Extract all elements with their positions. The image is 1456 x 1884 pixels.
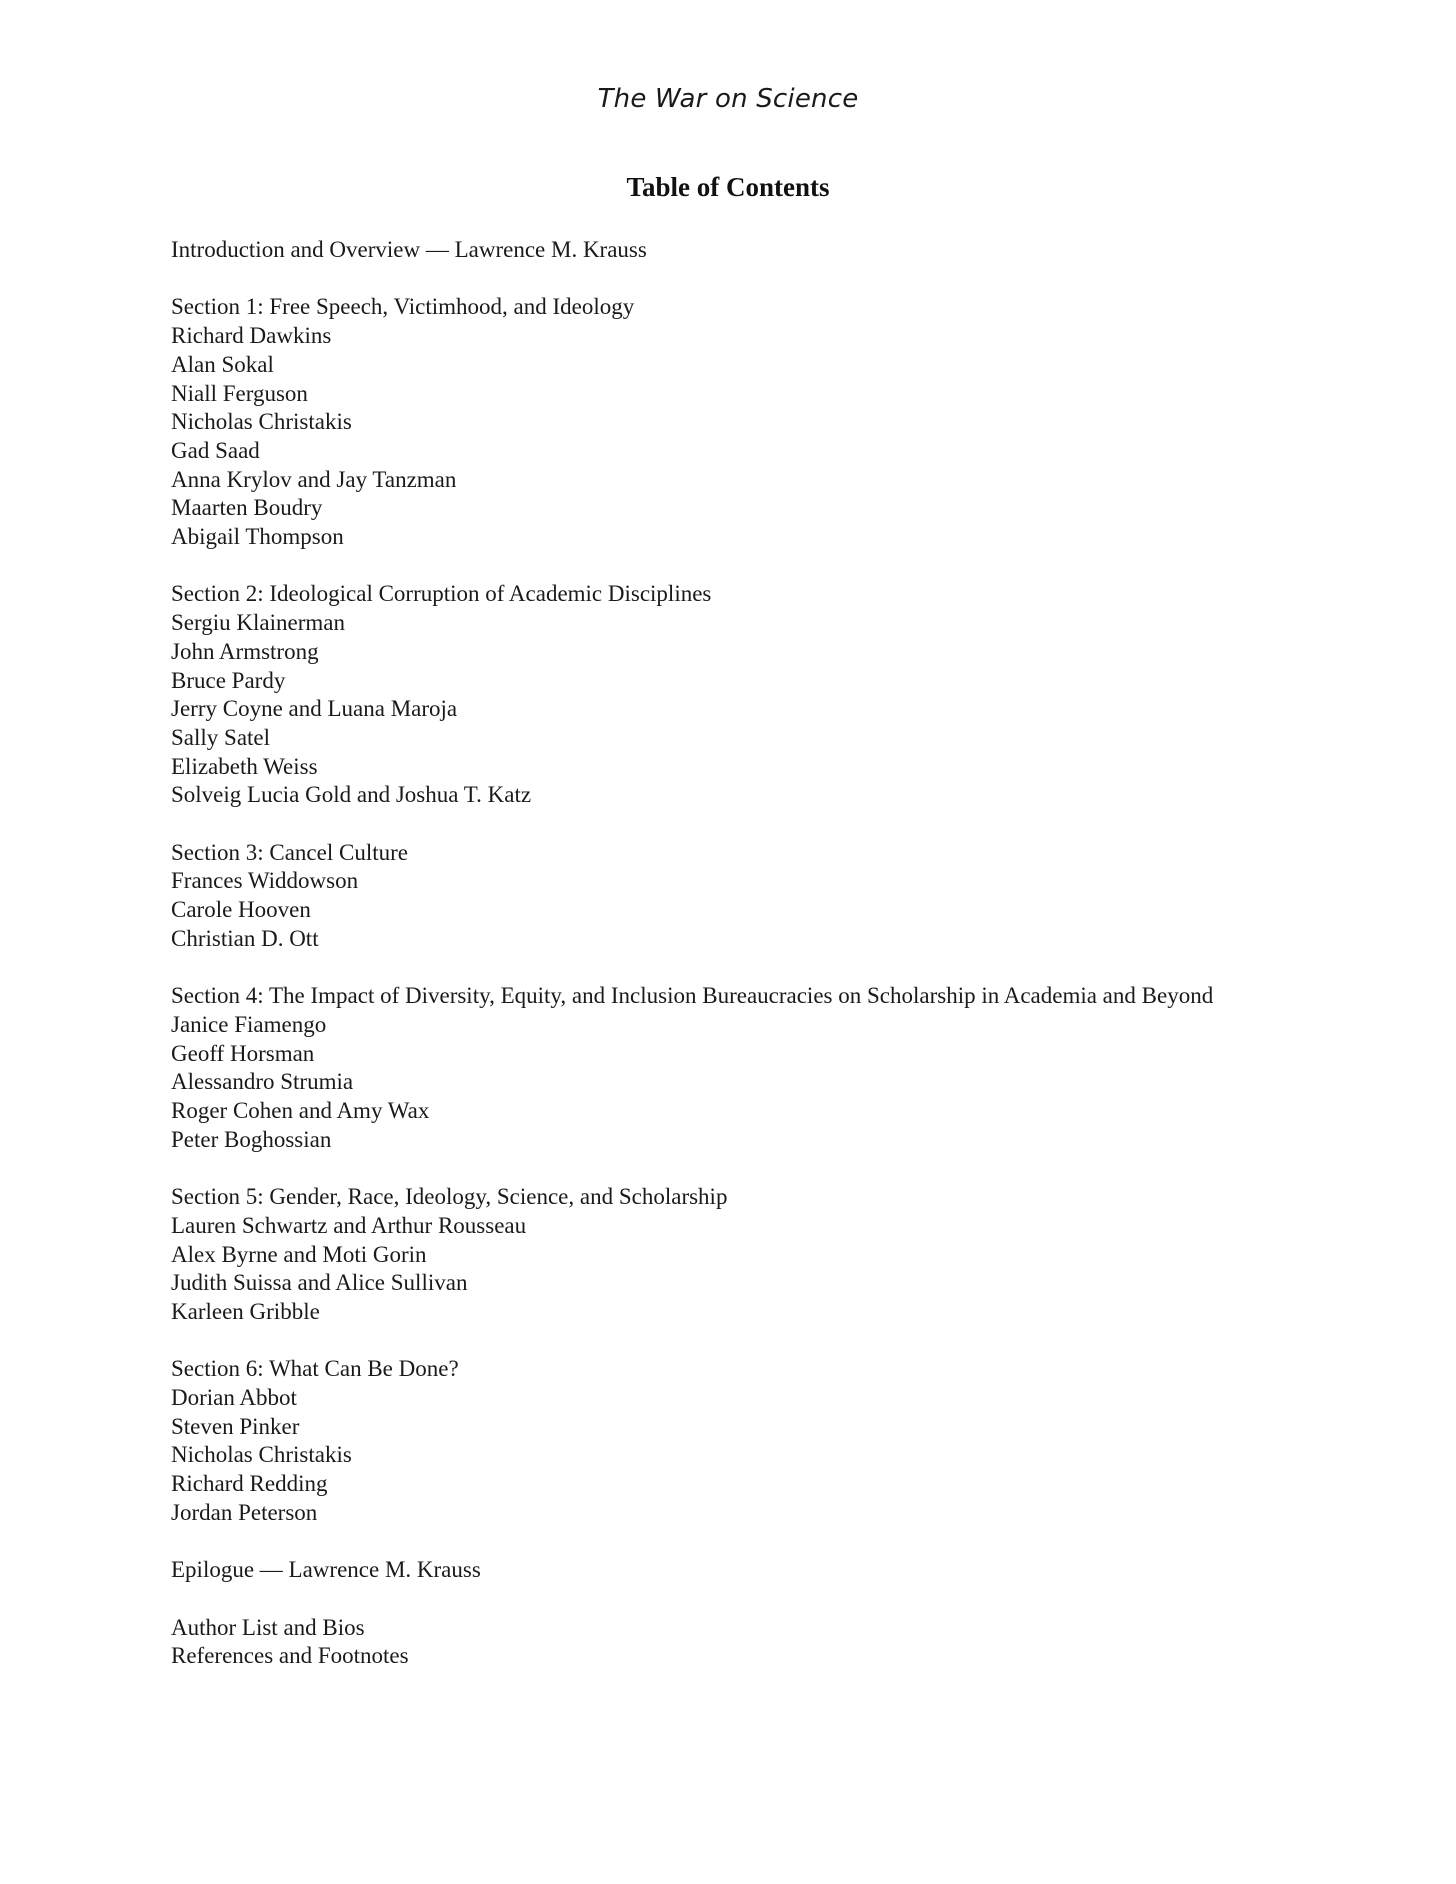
author-entry: Richard Redding [171,1471,328,1497]
section-title: Section 3: Cancel Culture [171,839,408,865]
author-entry: Sally Satel [171,724,271,750]
author-entry: Lauren Schwartz and Arthur Rousseau [171,1212,527,1238]
author-entry: Karleen Gribble [171,1298,320,1324]
toc-entry: Introduction and Overview — Lawrence M. Krauss [171,237,647,262]
author-entry: Anna Krylov and Jay Tanzman [171,466,457,492]
toc-section [171,839,1281,954]
author-entry: Alan Sokal [171,351,274,377]
toc-section [171,1183,1281,1327]
author-entry: Abigail Thompson [171,524,344,550]
author-entry: Steven Pinker [171,1413,300,1439]
section-title: Section 5: Gender, Race, Ideology, Science, and Scholarship [171,1184,728,1210]
author-entry: Bruce Pardy [171,667,286,693]
author-entry: Roger Cohen and Amy Wax [171,1098,430,1124]
toc-section [171,1355,1281,1527]
author-entry: Carole Hooven [171,897,311,923]
section-title: Section 2: Ideological Corruption of Academic Disciplines [171,581,712,607]
toc-section [171,293,1281,551]
author-entry: Frances Widdowson [171,868,359,894]
author-entry: Peter Boghossian [171,1126,332,1152]
author-entry: Geoff Horsman [171,1040,315,1066]
author-entry: Janice Fiamengo [171,1011,327,1037]
author-entry: Elizabeth Weiss [171,753,318,779]
toc-entry: Author List and Bios [171,1614,365,1640]
author-entry: Niall Ferguson [171,380,308,406]
author-entry: Nicholas Christakis [171,409,352,435]
author-entry: Sergiu Klainerman [171,610,345,636]
author-entry: Christian D. Ott [171,925,319,951]
toc-entry-group [171,236,1281,265]
author-entry: Jordan Peterson [171,1499,318,1525]
author-entry: Nicholas Christakis [171,1442,352,1468]
author-entry: Richard Dawkins [171,323,332,349]
author-entry: Judith Suissa and Alice Sullivan [171,1270,468,1296]
author-entry: Alessandro Strumia [171,1069,354,1095]
toc-heading: Table of Contents [626,172,830,202]
section-title: Section 4: The Impact of Diversity, Equity, and Inclusion Bureaucracies on Scholarship in Academia and Beyond [171,983,1214,1009]
author-entry: Dorian Abbot [171,1385,297,1411]
section-title: Section 1: Free Speech, Victimhood, and Ideology [171,294,635,320]
toc-section [171,982,1281,1154]
toc-section [171,580,1281,810]
toc-entry-group [171,1614,1281,1671]
author-entry: Gad Saad [171,437,260,463]
toc-entry-group [171,1556,1281,1585]
author-entry: Solveig Lucia Gold and Joshua T. Katz [171,782,532,808]
table-of-contents [171,236,1281,1700]
toc-entry: Epilogue — Lawrence M. Krauss [171,1557,481,1583]
author-entry: Alex Byrne and Moti Gorin [171,1241,427,1267]
toc-entry: References and Footnotes [171,1643,409,1669]
author-entry: Jerry Coyne and Luana Maroja [171,696,458,722]
running-title: The War on Science [597,84,859,114]
author-entry: John Armstrong [171,638,319,664]
author-entry: Maarten Boudry [171,495,323,521]
section-title: Section 6: What Can Be Done? [171,1356,459,1382]
